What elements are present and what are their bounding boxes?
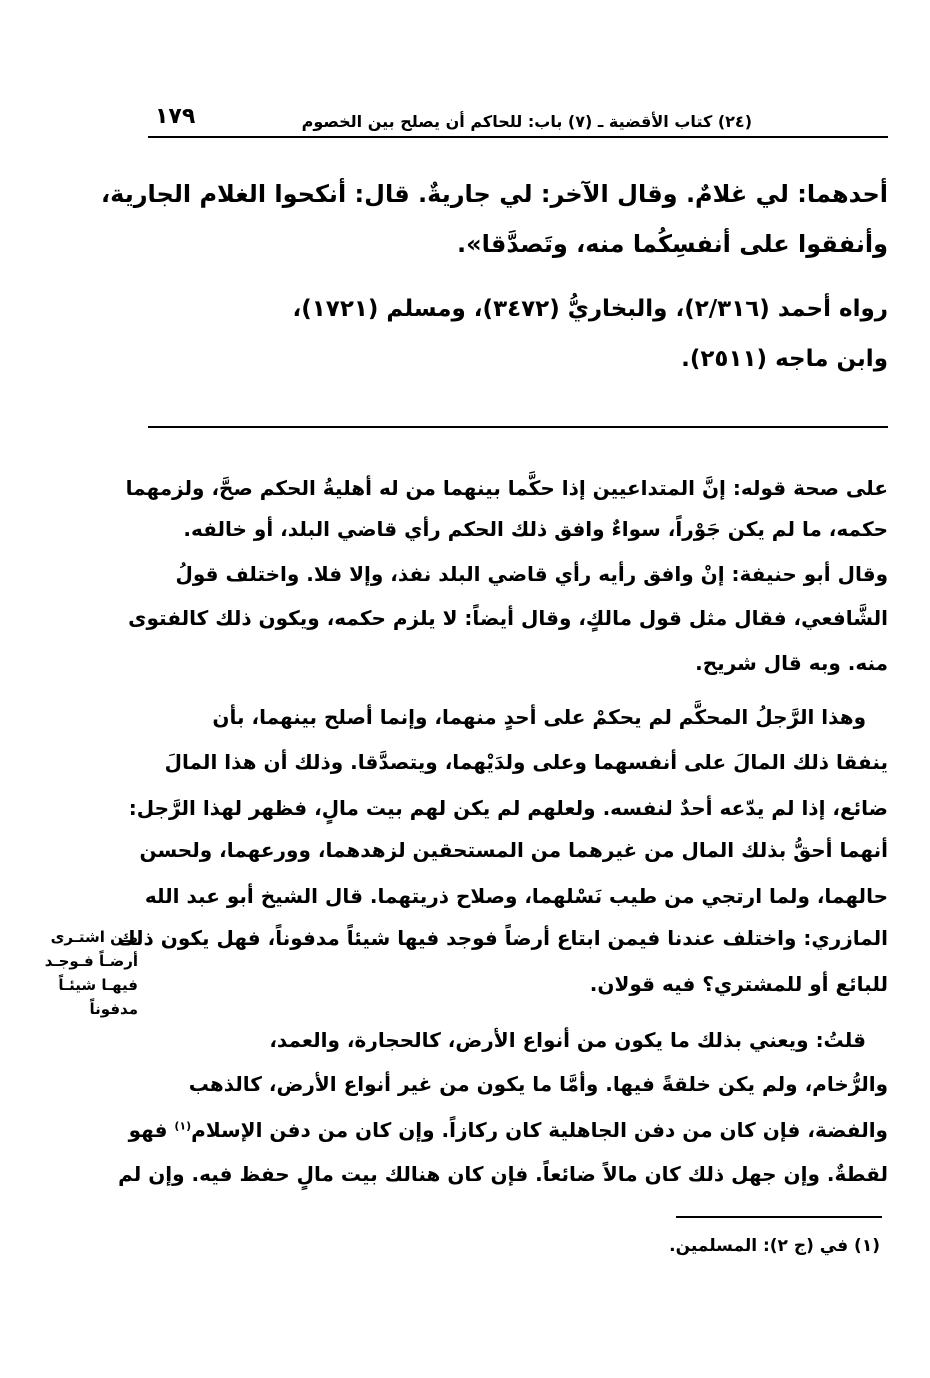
commentary-line: على صحة قوله: إنَّ المتداعيين إذا حكَّما بينهما من له أهليةُ الحكم صحَّ، ولزمهما (125, 476, 888, 500)
hadith-line: أحدهما: لي غلامٌ. وقال الآخر: لي جاريةٌ. قال: أنكحوا الغلام الجارية، (101, 180, 888, 208)
commentary-line: وقال أبو حنيفة: إنْ وافق رأيه رأي قاضي البلد نفذ، وإلا فلا. واختلف قولُ (175, 562, 888, 586)
header-rule (148, 136, 888, 138)
commentary-line: المازري: واختلف عندنا فيمن ابتاع أرضاً فوجد فيها شيئاً مدفوناً، فهل يكون ذلك (117, 926, 888, 950)
commentary-line (129, 1118, 888, 1142)
commentary-line: ضائع، إذا لم يدّعه أحدٌ لنفسه. ولعلهم لم يكن لهم بيت مالٍ، فظهر لهذا الرَّجل: (128, 796, 888, 820)
commentary-line: ينفقا ذلك المالَ على أنفسهما وعلى ولدَيْهما، ويتصدَّقا. وذلك أن هذا المالَ (164, 750, 888, 774)
commentary-line: منه. وبه قال شريح. (695, 651, 888, 675)
commentary-line: الشَّافعي، فقال مثل قول مالكٍ، وقال أيضاً: لا يلزم حكمه، ويكون ذلك كالفتوى (128, 606, 888, 630)
commentary-line: لقطةٌ. وإن جهل ذلك كان مالاً ضائعاً. فإن كان هنالك بيت مالٍ حفظ فيه. وإن لم (118, 1162, 888, 1186)
commentary-line: حكمه، ما لم يكن جَوْراً، سواءٌ وافق ذلك الحكم رأي قاضي البلد، أو خالفه. (183, 517, 888, 541)
section-divider (148, 426, 888, 428)
margin-note-line: فيهـا شيئـاً (58, 976, 138, 994)
commentary-line: حالهما، ولما ارتجي من طيب نَسْلهما، وصلاح ذريتهما. قال الشيخ أبو عبد الله (144, 884, 888, 908)
commentary-text: فهو (128, 1118, 168, 1142)
footnote-rule (676, 1216, 882, 1218)
commentary-line: للبائع أو للمشتري؟ فيه قولان. (589, 972, 888, 996)
page-number: ١٧٩ (155, 104, 196, 129)
footnote-line: (١) في (ج ٢): المسلمين. (669, 1236, 880, 1256)
commentary-text: والفضة، فإن كان من دفن الجاهلية كان ركازاً. وإن كان من دفن الإسلام (191, 1118, 888, 1142)
running-header-title: (٢٤) كتاب الأقضية ـ (٧) باب: للحاكم أن يصلح بين الخصوم (301, 112, 752, 131)
margin-note (20, 925, 138, 1021)
commentary-line: وهذا الرَّجلُ المحكَّم لم يحكمْ على أحدٍ منهما، وإنما أصلح بينهما، بأن (212, 705, 866, 729)
margin-note-line: مدفوناً (89, 1000, 138, 1018)
margin-note-line: أرضـاً فـوجـد (44, 952, 138, 970)
source-line: وابن ماجه (٢٥١١). (681, 346, 888, 372)
commentary-line: والرُّخام، ولم يكن خلقةً فيها. وأمَّا ما يكون من غير أنواع الأرض، كالذهب (188, 1072, 888, 1096)
source-line: رواه أحمد (٢/٣١٦)، والبخاريُّ (٣٤٧٢)، ومسلم (١٧٢١)، (292, 296, 888, 322)
footnote-marker: (١) (174, 1119, 192, 1133)
commentary-line: قلتُ: ويعني بذلك ما يكون من أنواع الأرض، كالحجارة، والعمد، (269, 1028, 866, 1052)
commentary-line: أنهما أحقُّ بذلك المال من غيرهما من المستحقين لزهدهما، وورعهما، ولحسن (139, 838, 888, 862)
hadith-line: وأنفقوا على أنفسِكُما منه، وتَصدَّقا». (457, 230, 888, 258)
margin-note-line: مـن اشتـرى (50, 928, 138, 946)
